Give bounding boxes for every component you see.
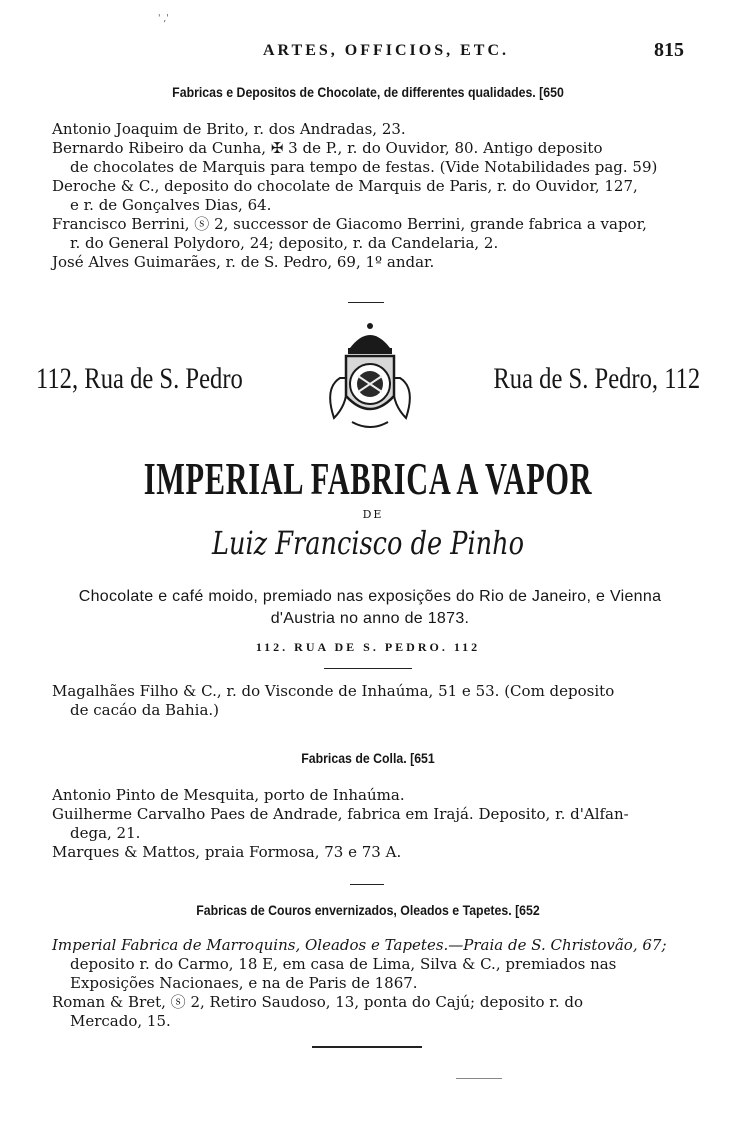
ad-street-right: Rua de S. Pedro, 112 [493,362,700,395]
ad-title: IMPERIAL FABRICA A VAPOR [143,453,593,504]
entry-text: Imperial Fabrica de Marroquins, Oleados e Tapetes.—Praia de S. Christovão, 67; [52,936,667,954]
entry [52,120,692,139]
ad-address: 112. RUA DE S. PEDRO. 112 [255,640,481,654]
entry-text: Roman & Bret, ⓢ 2, Retiro Saudoso, 13, ponta do Cajú; deposito r. do [52,993,583,1011]
section-title-chocolate: Fabricas e Depositos de Chocolate, de differentes qualidades. [650 [172,84,564,100]
section-title-colla: Fabricas de Colla. [651 [301,750,435,766]
entry [52,682,692,720]
section-entries-colla [52,786,692,862]
divider [350,884,384,885]
entry [52,177,692,215]
entry-text: Guilherme Carvalho Paes de Andrade, fabrica em Irajá. Deposito, r. d'Alfan- [52,805,629,823]
end-rule [312,1046,422,1048]
page-header [0,39,736,66]
section-entries-couros [52,936,692,1031]
page-number: 815 [654,39,684,61]
entry-text: José Alves Guimarães, r. de S. Pedro, 69, 1º andar. [52,253,435,271]
entry-text: Magalhães Filho & C., r. do Visconde de Inhaúma, 51 e 53. (Com deposito [52,682,615,700]
entry-text: Bernardo Ribeiro da Cunha, ✠ 3 de P., r. do Ouvidor, 80. Antigo deposito [52,139,603,157]
page-mark: ' ,' [158,14,169,24]
entry-text: Francisco Berrini, ⓢ 2, successor de Giacomo Berrini, grande fabrica a vapor, [52,215,647,233]
section-title-couros: Fabricas de Couros envernizados, Oleados e Tapetes. [652 [196,902,540,918]
entry-text: Antonio Pinto de Mesquita, porto de Inhaúma. [52,786,405,804]
entry [52,215,692,253]
entry-text: Marques & Mattos, praia Formosa, 73 e 73 A. [52,843,402,861]
running-head: ARTES, OFFICIOS, ETC. [262,42,510,59]
entry [52,936,692,993]
ad-street-left: 112, Rua de S. Pedro [36,362,243,395]
entry-continuation: de cacáo da Bahia.) [70,701,220,719]
ad-owner-name: Luiz Francisco de Pinho [211,524,525,562]
entry [52,786,692,805]
entry [52,843,692,862]
divider [348,302,384,303]
entry-text: Deroche & C., deposito do chocolate de Marquis de Paris, r. do Ouvidor, 127, [52,177,638,195]
entry [52,253,692,272]
section-entries-chocolate [52,120,692,272]
ad-description: Chocolate e café moido, premiado nas exposições do Rio de Janeiro, e Vienna d'Austria no anno de 1873. [78,588,662,627]
imperial-crest-icon [310,318,430,434]
entry-continuation: r. do General Polydoro, 24; deposito, r. da Candelaria, 2. [70,234,499,252]
divider [456,1078,502,1079]
ad-street-row [0,318,736,434]
after-ad-entries [52,682,692,720]
entry-continuation: deposito r. do Carmo, 18 E, em casa de Lima, Silva & C., premiados nas Exposições Nacionaes, e na de Paris de 1867. [70,955,617,992]
entry-continuation: dega, 21. [70,824,141,842]
entry [52,805,692,843]
ad-de: DE [362,508,384,521]
entry-continuation: e r. de Gonçalves Dias, 64. [70,196,272,214]
entry-continuation: de chocolates de Marquis para tempo de festas. (Vide Notabilidades pag. 59) [70,158,658,176]
entry-continuation: Mercado, 15. [70,1012,171,1030]
entry [52,993,692,1031]
entry-text: Antonio Joaquim de Brito, r. dos Andradas, 23. [52,120,406,138]
divider [324,668,412,669]
entry [52,139,692,177]
